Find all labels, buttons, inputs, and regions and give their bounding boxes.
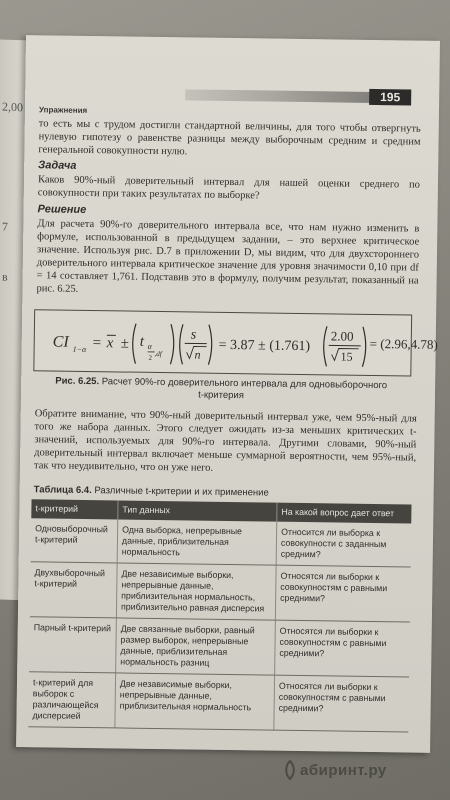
formula-equals: =: [92, 335, 102, 352]
book-page: [16, 35, 440, 753]
watermark-text: абиринт.ру: [300, 762, 387, 779]
table-cell: Относятся ли выборки к совокупностям с равными средними?: [275, 620, 410, 677]
table-header-cell: Тип данных: [118, 500, 277, 521]
ttest-table: [28, 499, 411, 732]
formula-plusminus: ±: [120, 335, 130, 352]
section-label: Упражнения: [38, 105, 88, 115]
formula-df: ,df: [154, 349, 162, 359]
figure-number: Рис. 6.25.: [55, 375, 100, 388]
table-number: Таблица 6.4.: [33, 484, 92, 497]
table-row: [31, 518, 412, 567]
table-cell: Относится ли выборка к совокупности с заданным средним?: [276, 522, 411, 567]
formula-t: t: [139, 333, 145, 350]
prev-page-fragment: 2,00: [2, 99, 23, 115]
formula-n: n: [194, 347, 201, 362]
table-cell: Две независимые выборки, непрерывные данные, приблизительная нормальность, приблизительно равная дисперсия: [116, 563, 276, 620]
table-row: [30, 562, 411, 622]
formula-box: [33, 309, 412, 376]
table-header-cell: На какой вопрос дает ответ: [277, 503, 412, 524]
intro-paragraph: то есть мы с трудом достигли стандартной величины, для того чтобы отвергнуть нулевую гипотезу о равенстве разницы между выборочным средним и средним генеральной совокупности нулю.: [38, 118, 421, 158]
formula-ci: CI: [52, 333, 69, 351]
formula-numerator: 2.00: [330, 328, 354, 344]
table-row: [28, 672, 409, 732]
formula-result-a: = 3.87 ± (1.761): [218, 337, 311, 355]
table-cell: Относятся ли выборки к совокупностям с равными средними?: [275, 565, 410, 622]
table-cell: Две связанные выборки, равный размер выборок, непрерывные данные, приблизительная нормальность разниц: [116, 618, 276, 675]
formula-alpha: α: [147, 341, 152, 351]
note-paragraph: Обратите внимание, что 90%-ный доверительный интервал уже, чем 95%-ный для того же набора данных. Этого следует ожидать из-за меньших критических t-значений, используемых для 90%-го интервала. Другими словами, 90%-ный доверительный интервал включает меньше суммарной вероятности, чем 95%-ный, так что неудивительно, что он уже него.: [33, 408, 417, 474]
table-caption: [34, 484, 269, 498]
table-cell: Одна выборка, непрерывные данные, приблизительная нормальность: [117, 519, 277, 565]
figure-caption-text: Расчет 90%-го доверительного интервала для одновыборочного t-критерия: [101, 376, 388, 402]
table-cell: Две независимые выборки, непрерывные данные, приблизительная нормальность: [115, 673, 275, 730]
table-cell: Парный t-критерий: [29, 617, 116, 673]
formula-xbar: x: [106, 335, 114, 352]
task-heading: Задача: [38, 159, 77, 172]
formula-ci-subscript: 1−α: [72, 344, 87, 354]
table-header-cell: t-критерий: [31, 499, 118, 519]
prev-page-fragment: в: [2, 269, 8, 284]
table-row: [29, 617, 410, 677]
solution-text: Для расчета 90%-го доверительного интервала все, что нам нужно изменить в формуле, использованной в предыдущем задании, – это верхнее критическое значение. Используя рис. D.7 в приложении D, мы видим, что для двухстороннего доверительного интервала критическое значение для уровня значимости 0,10 при df = 14 составляет 1,761. Подставив это в формулу, получим результат, показанный на рис. 6.25.: [36, 218, 420, 295]
formula-two: 2: [148, 353, 153, 362]
formula-result-b: = (2.96,4.78): [369, 335, 438, 352]
table-cell: Двухвыборочный t-критерий: [30, 562, 117, 618]
formula-denominator: 15: [340, 349, 353, 364]
labyrinth-logo-icon: [282, 760, 298, 780]
table-caption-text: Различные t-критерии и их применение: [94, 485, 269, 499]
table-cell: Одновыборочный t-критерий: [31, 518, 118, 563]
formula-s: s: [190, 327, 197, 343]
figure-caption: [51, 375, 391, 404]
page-number: 195: [369, 89, 411, 106]
solution-heading: Решение: [37, 203, 87, 216]
formula: [34, 310, 411, 375]
header-bar: [185, 89, 400, 103]
table-cell: t-критерий для выборок с различающейся дисперсией: [28, 672, 115, 728]
prev-page-fragment: 7: [2, 219, 8, 234]
task-text: Каков 90%-ный доверительный интервал для нашей оценки среднего по совокупности при таких результатах по выборке?: [37, 174, 421, 202]
table-cell: Относятся ли выборки к совокупностям с равными средними?: [274, 675, 409, 732]
